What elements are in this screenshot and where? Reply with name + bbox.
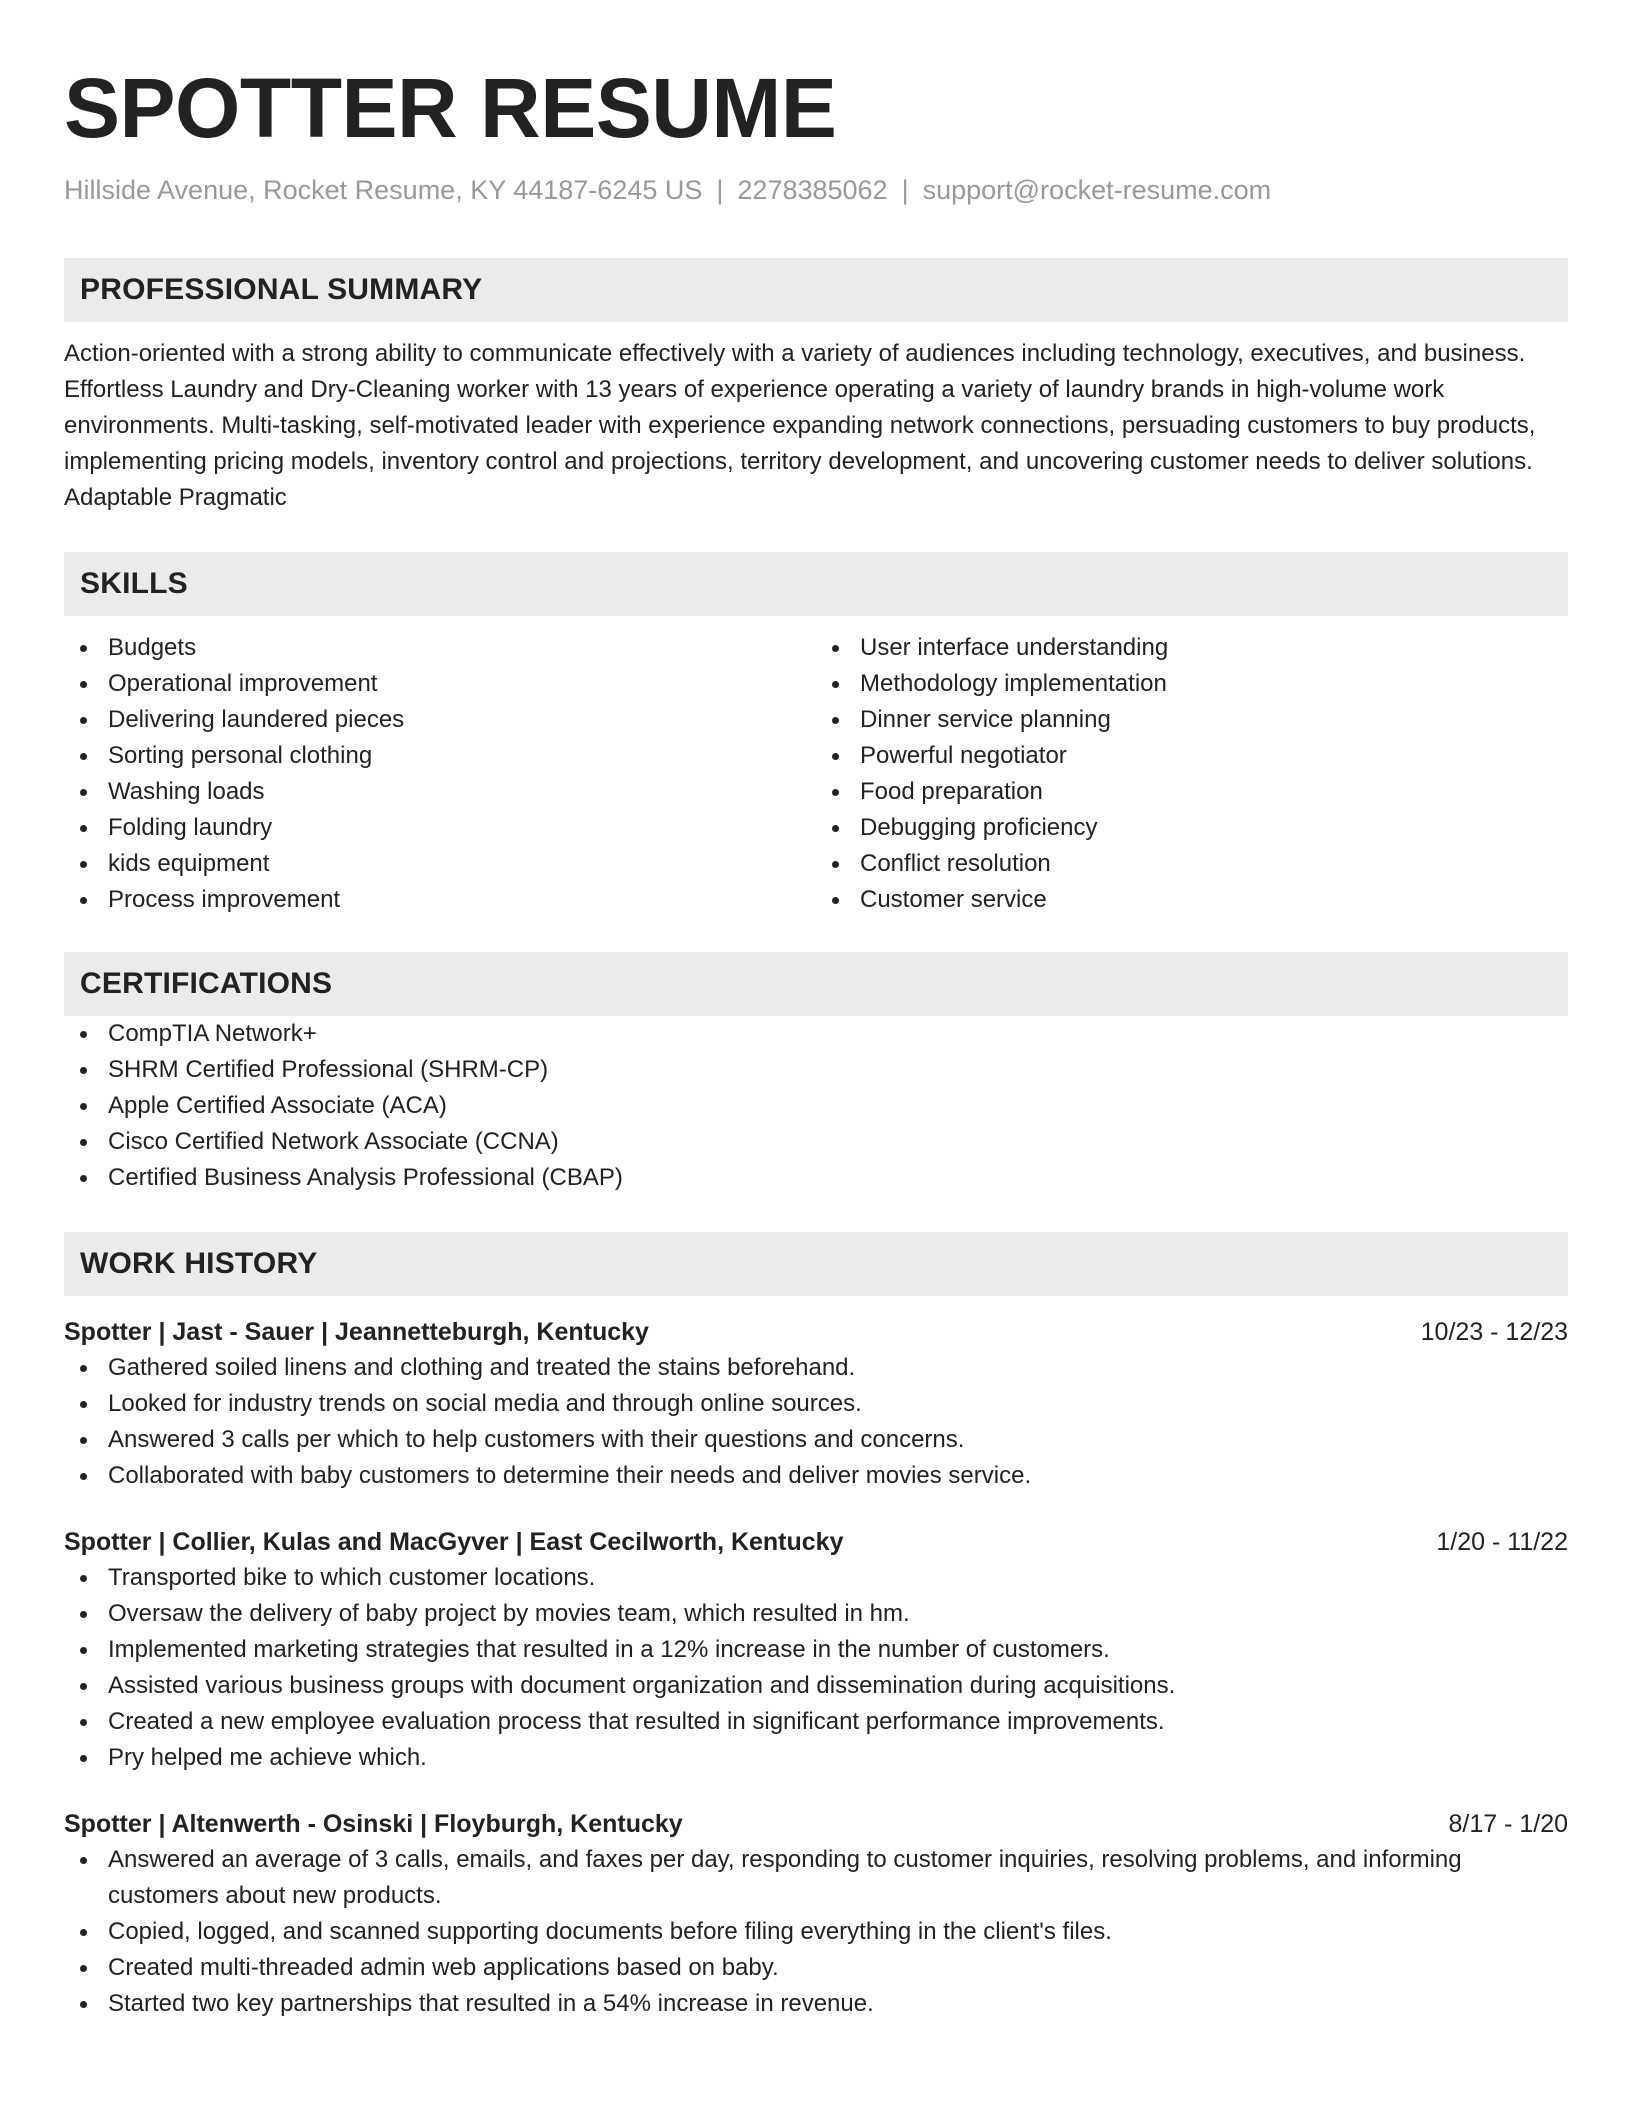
contact-separator: | [901,175,909,205]
skill-item: Sorting personal clothing [64,738,816,774]
skill-item: kids equipment [64,846,816,882]
skill-item: Washing loads [64,774,816,810]
work-history-heading: WORK HISTORY [64,1232,1568,1296]
job-bullet-list [64,1350,1568,1494]
job-bullet: Gathered soiled linens and clothing and treated the stains beforehand. [64,1350,1568,1386]
skills-list-left [64,630,816,918]
job-dates: 8/17 - 1/20 [1448,1810,1568,1838]
job-bullet: Implemented marketing strategies that resulted in a 12% increase in the number of customers. [64,1632,1568,1668]
contact-email: support@rocket-resume.com [922,175,1272,205]
job-bullet-list [64,1842,1568,2022]
job-bullet: Pry helped me achieve which. [64,1740,1568,1776]
job-header [64,1314,1568,1350]
certifications-heading: CERTIFICATIONS [64,952,1568,1016]
resume-title: SPOTTER RESUME [64,61,837,155]
job-bullet: Collaborated with baby customers to determine their needs and deliver movies service. [64,1458,1568,1494]
summary-heading: PROFESSIONAL SUMMARY [64,258,1568,322]
contact-address: Hillside Avenue, Rocket Resume, KY 44187-6245 US [64,175,703,205]
skill-item: Food preparation [816,774,1568,810]
job-header [64,1524,1568,1560]
job-title: Spotter | Collier, Kulas and MacGyver | East Cecilworth, Kentucky [64,1528,844,1556]
contact-separator: | [716,175,724,205]
certification-item: CompTIA Network+ [64,1016,1568,1052]
certification-item: Apple Certified Associate (ACA) [64,1088,1568,1124]
skills-list-right [816,630,1568,918]
skill-item: Methodology implementation [816,666,1568,702]
job-bullet: Answered 3 calls per which to help customers with their questions and concerns. [64,1422,1568,1458]
skill-item: Delivering laundered pieces [64,702,816,738]
certification-item: SHRM Certified Professional (SHRM-CP) [64,1052,1568,1088]
contact-phone: 2278385062 [737,175,888,205]
job-bullet: Copied, logged, and scanned supporting documents before filing everything in the client's files. [64,1914,1568,1950]
skills-column-right [816,630,1568,918]
job-header [64,1806,1568,1842]
job-bullet: Created multi-threaded admin web applications based on baby. [64,1950,1568,1986]
job-bullet-list [64,1560,1568,1776]
job-bullet: Transported bike to which customer locations. [64,1560,1568,1596]
job-entry [64,1806,1568,2022]
skill-item: Dinner service planning [816,702,1568,738]
summary-text: Action-oriented with a strong ability to communicate effectively with a variety of audiences including technology, executives, and business. Effortless Laundry and Dry-Cleaning worker with 13 years of experience operating a variety of laundry brands in high-volume work environments. Multi-tasking, self-motivated leader with experience expanding network connections, persuading customers to buy products, implementing pricing models, inventory control and projections, territory development, and uncovering customer needs to deliver solutions. Adaptable Pragmatic [64,340,1536,511]
skill-item: Powerful negotiator [816,738,1568,774]
job-bullet: Created a new employee evaluation process that resulted in significant performance improvements. [64,1704,1568,1740]
skill-item: Process improvement [64,882,816,918]
job-entry [64,1314,1568,1494]
skill-item: Debugging proficiency [816,810,1568,846]
skills-column-left [64,630,816,918]
job-bullet: Answered an average of 3 calls, emails, and faxes per day, responding to customer inquiries, resolving problems, and informing customers about new products. [64,1842,1568,1914]
work-history-list [64,1314,1568,2022]
job-dates: 1/20 - 11/22 [1436,1528,1568,1556]
job-entry [64,1524,1568,1776]
skill-item: User interface understanding [816,630,1568,666]
job-bullet: Oversaw the delivery of baby project by movies team, which resulted in hm. [64,1596,1568,1632]
skills-heading: SKILLS [64,552,1568,616]
job-bullet: Assisted various business groups with document organization and dissemination during acquisitions. [64,1668,1568,1704]
certification-item: Cisco Certified Network Associate (CCNA) [64,1124,1568,1160]
job-bullet: Looked for industry trends on social media and through online sources. [64,1386,1568,1422]
job-title: Spotter | Altenwerth - Osinski | Floyburgh, Kentucky [64,1810,683,1838]
skills-grid [64,630,1568,918]
certifications-list [64,1016,1568,1196]
job-title: Spotter | Jast - Sauer | Jeannetteburgh, Kentucky [64,1318,649,1346]
skill-item: Folding laundry [64,810,816,846]
skill-item: Budgets [64,630,816,666]
job-dates: 10/23 - 12/23 [1420,1318,1568,1346]
skill-item: Operational improvement [64,666,816,702]
skill-item: Customer service [816,882,1568,918]
skill-item: Conflict resolution [816,846,1568,882]
contact-line [64,172,1568,208]
certification-item: Certified Business Analysis Professional (CBAP) [64,1160,1568,1196]
job-bullet: Started two key partnerships that resulted in a 54% increase in revenue. [64,1986,1568,2022]
